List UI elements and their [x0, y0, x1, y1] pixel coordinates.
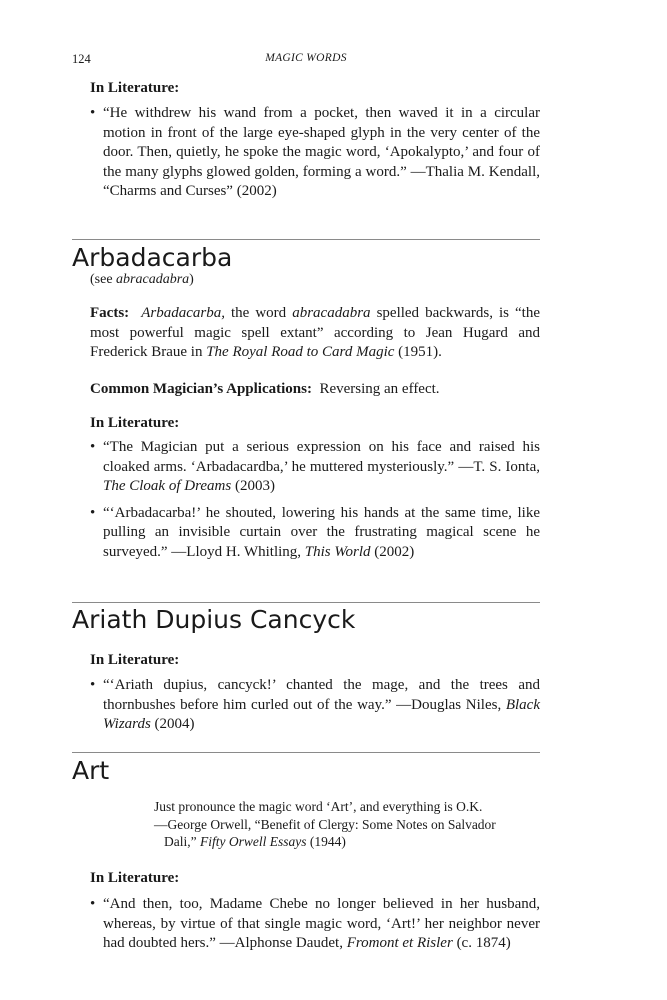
quote-text: “‘Ariath dupius, cancyck!’ chanted the mage, and the trees and thornbushes before him curled out of the way.” —Douglas Niles,	[103, 677, 540, 713]
ariath-in-literature-label: In Literature:	[90, 652, 180, 668]
see-word: abracadabra	[116, 272, 190, 287]
intro-quote: • “He withdrew his wand from a pocket, then waved it in a circular motion in front of the large eye-shaped glyph in the very center of the door. Then, quietly, he spoke the magic word, ‘Apokalypto,’ and four of the many glyphs glowed golden, forming a word.” —Thalia M. Kendall, “Charms and Curses” (2002)	[90, 104, 540, 202]
quote-year: (2002)	[370, 543, 415, 560]
art-quote-1	[90, 895, 540, 954]
see-suffix: )	[189, 272, 194, 287]
entry-title-art: Art	[72, 756, 110, 785]
facts-year: (1951).	[394, 344, 442, 360]
epigraph-line-1: Just pronounce the magic word ‘Art’, and everything is O.K.	[154, 799, 483, 814]
quote-text: “‘Arbadacarba!’ he shouted, lowering his hands at the same time, like pulling an invisible curtain over the frustrating magical scene he surveyed.” —Lloyd H. Whitling,	[103, 504, 540, 560]
running-title: MAGIC WORDS	[265, 52, 347, 64]
quote-text: “And then, too, Madame Chebe no longer believed in her husband, whereas, by virtue of that single magic word, ‘Art!’ her neighbor never had doubted hers.” —Alphonse Daudet,	[103, 896, 540, 951]
facts-book: The Royal Road to Card Magic	[206, 344, 395, 360]
arbadacarba-in-literature-label: In Literature:	[90, 415, 180, 431]
facts-text: spelled backwards, is “the most powerful magic spell extant” according to Jean Hugard and Frederick Braue in	[90, 305, 541, 360]
running-header	[72, 52, 540, 70]
quote-book: This World	[304, 543, 371, 560]
arbadacarba-quote-list	[90, 438, 540, 562]
quote-year: (c. 1874)	[452, 935, 511, 951]
section-divider	[72, 752, 540, 753]
ariath-quote-list	[90, 676, 540, 735]
applications-paragraph	[90, 380, 540, 400]
ariath-quote-1	[90, 676, 540, 735]
art-in-literature-label: In Literature:	[90, 870, 180, 886]
quote-year: (2003)	[231, 478, 275, 494]
section-divider	[72, 239, 540, 240]
section-divider	[72, 602, 540, 603]
quote-year: (2004)	[150, 716, 195, 732]
applications-text: Reversing an effect.	[319, 381, 440, 397]
arbadacarba-quote-1	[90, 438, 540, 497]
epigraph-line-3	[154, 833, 534, 851]
applications-label: Common Magician’s Applications:	[90, 381, 312, 397]
epigraph-attrib: Dali,”	[164, 834, 200, 849]
epigraph-year: (1944)	[306, 834, 346, 849]
see-also-reference	[90, 272, 194, 288]
quote-text: “The Magician put a serious expression on his face and raised his cloaked arms. ‘Arbadacardba,’ he muttered mysteriously.” —T. S. Ionta,	[103, 439, 540, 475]
epigraph-book: Fifty Orwell Essays	[200, 834, 307, 849]
quote-book: Black Wizards	[103, 696, 540, 732]
see-prefix: (see	[90, 272, 117, 287]
page-number: 124	[72, 52, 91, 66]
facts-paragraph	[90, 304, 540, 363]
art-epigraph	[154, 798, 534, 851]
art-quote-list	[90, 895, 540, 954]
entry-title-arbadacarba: Arbadacarba	[72, 243, 233, 272]
facts-abra: abracadabra	[292, 305, 371, 321]
intro-quote-list	[90, 104, 540, 202]
facts-mid: the word	[224, 305, 293, 321]
quote-book: The Cloak of Dreams	[103, 478, 232, 494]
arbadacarba-quote-2	[90, 504, 540, 563]
epigraph-line-2: —George Orwell, “Benefit of Clergy: Some Notes on Salvador	[154, 816, 496, 832]
intro-in-literature-label: In Literature:	[90, 80, 180, 96]
facts-label: Facts:	[90, 305, 130, 321]
quote-book: Fromont et Risler	[346, 935, 453, 951]
entry-title-ariath-dupius-cancyck: Ariath Dupius Cancyck	[72, 605, 356, 634]
facts-word: Arbadacarba,	[141, 305, 225, 321]
